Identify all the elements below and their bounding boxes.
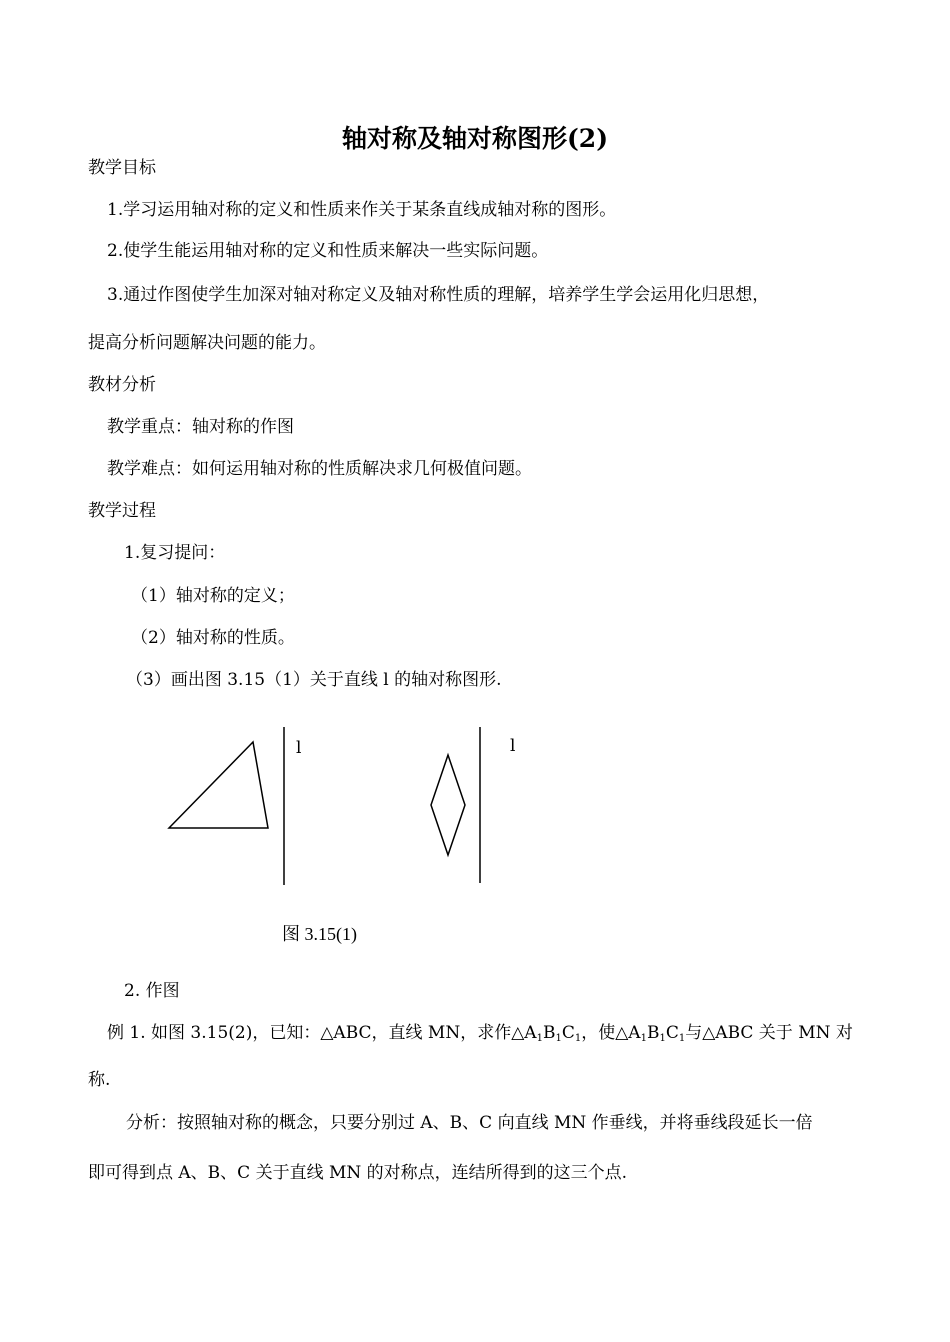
subscript: 1 [555, 1033, 562, 1044]
example-text-a: 例 1. 如图 3.15(2)，已知：△ABC，直线 MN，求作△A [107, 1023, 537, 1043]
analysis-line-2: 即可得到点 A、B、C 关于直线 MN 的对称点，连结所得到的这三个点. [88, 1163, 628, 1183]
line-label-1: l [296, 738, 302, 758]
subscript: 1 [640, 1033, 647, 1044]
question-3: （3）画出图 3.15（1）关于直线 l 的轴对称图形. [126, 670, 502, 690]
step-2-heading: 2. 作图 [124, 981, 180, 1001]
rhombus-shape [431, 755, 465, 855]
line-label-2: l [510, 736, 516, 756]
example-text-end: 与△ABC 关于 MN 对 [685, 1023, 853, 1043]
key-point: 教学重点：轴对称的作图 [107, 417, 294, 437]
subscript: 1 [574, 1033, 582, 1044]
difficulty: 教学难点：如何运用轴对称的性质解决求几何极值问题。 [107, 459, 532, 479]
subscript: 1 [678, 1033, 686, 1044]
letter-b: B [542, 1023, 556, 1043]
page-title: 轴对称及轴对称图形(2) [341, 124, 609, 153]
letter-c: C [665, 1023, 679, 1043]
figure-caption: 图 3.15(1) [282, 924, 357, 944]
example-text-mid: ，使△A [581, 1023, 641, 1043]
analysis-line-1: 分析：按照轴对称的概念，只要分别过 A、B、C 向直线 MN 作垂线，并将垂线段延长一倍 [126, 1113, 813, 1133]
goal-1: 1.学习运用轴对称的定义和性质来作关于某条直线成轴对称的图形。 [107, 200, 617, 220]
goal-2: 2.使学生能运用轴对称的定义和性质来解决一些实际问题。 [107, 241, 549, 261]
subscript: 1 [659, 1033, 666, 1044]
letter-c: C [561, 1023, 575, 1043]
triangle-shape [169, 742, 268, 828]
review-heading: 1.复习提问： [124, 543, 226, 563]
letter-b: B [646, 1023, 660, 1043]
process-heading: 教学过程 [88, 501, 156, 521]
goal-3-line-2: 提高分析问题解决问题的能力。 [88, 333, 326, 353]
subscript: 1 [536, 1033, 543, 1044]
question-2: （2）轴对称的性质。 [131, 628, 295, 648]
analysis-heading: 教材分析 [88, 375, 156, 395]
goal-3-line-1: 3.通过作图使学生加深对轴对称定义及轴对称性质的理解，培养学生学会运用化归思想， [107, 285, 770, 305]
example-1-line-1 [107, 1022, 853, 1047]
goals-heading: 教学目标 [88, 158, 156, 178]
question-1: （1）轴对称的定义； [131, 586, 295, 606]
example-1-line-2: 称. [88, 1070, 111, 1090]
